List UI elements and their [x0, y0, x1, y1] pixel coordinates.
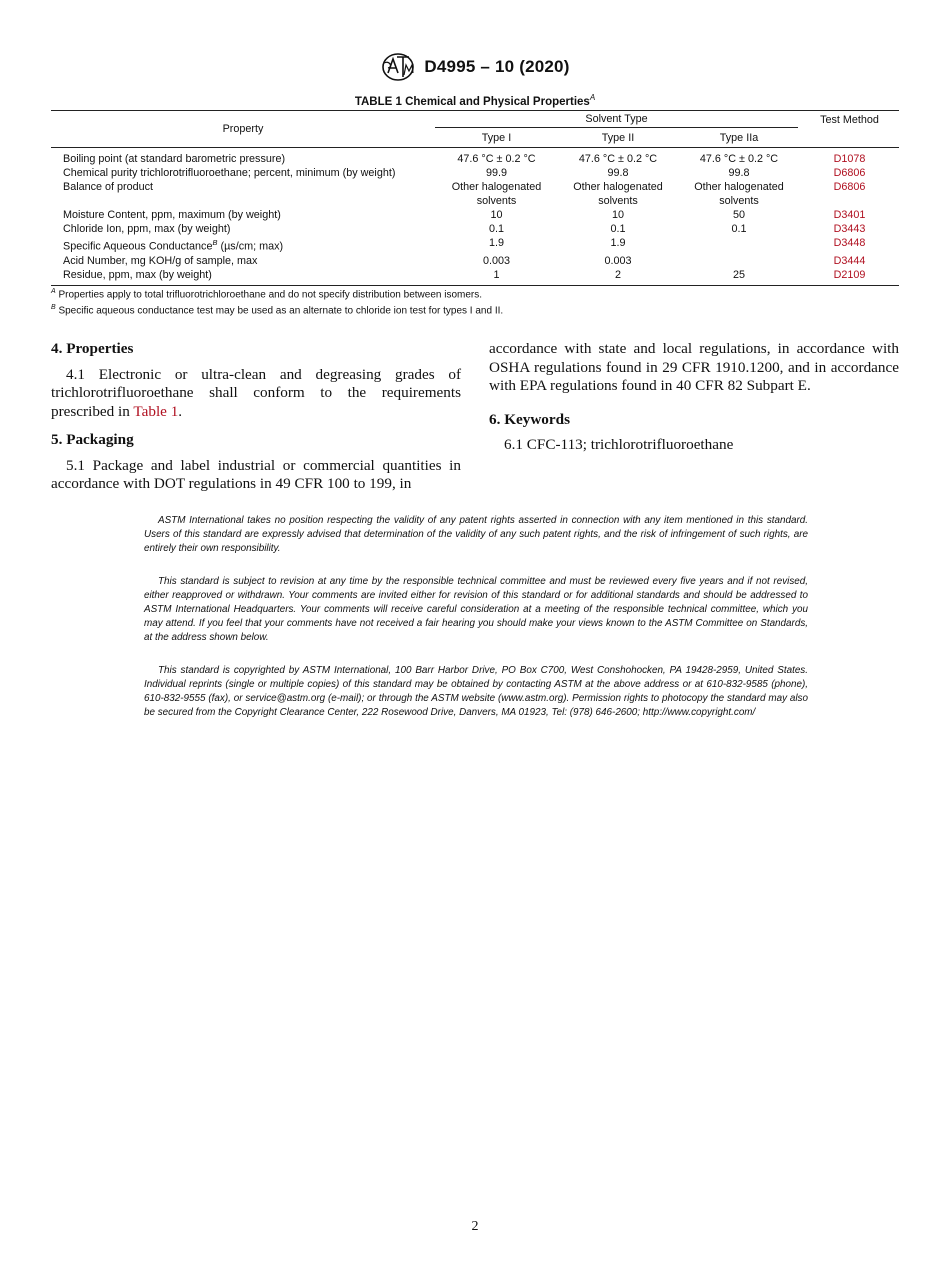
paragraph-5-1-continued: accordance with state and local regulations, in accordance with OSHA regulations found in 29 CFR 1910.1200, and in accordance with EPA regulations found in 40 CFR 82 Subpart E.	[489, 340, 899, 394]
cell-type-2	[558, 180, 678, 208]
cell-line: solvents	[476, 195, 517, 207]
cell-type-2: 99.8	[607, 167, 629, 179]
test-method-link[interactable]: D3443	[833, 223, 866, 235]
header-solvent-type-label: Solvent Type	[435, 113, 798, 128]
footnote-text: Properties apply to total trifluorotrichloroethane and do not specify distribution between isomers.	[55, 289, 483, 301]
cell-type-2a: 50	[732, 209, 745, 221]
paragraph-6-1: 6.1 CFC-113; trichlorotrifluoroethane	[504, 436, 734, 453]
cell-type-2a: 47.6 °C ± 0.2 °C	[699, 153, 779, 165]
cell-type-1: 47.6 °C ± 0.2 °C	[457, 153, 536, 165]
cell-type-1	[435, 180, 558, 208]
cell-type-1: 99.9	[485, 167, 507, 179]
table-title-text: TABLE 1 Chemical and Physical Properties	[354, 95, 590, 108]
cell-type-2: 0.1	[610, 223, 626, 235]
header-test-method: Test Method	[800, 111, 899, 148]
cell-line: Other halogenated	[451, 181, 542, 193]
properties-table	[51, 110, 899, 286]
page-number: 2	[471, 1219, 479, 1234]
test-method-link[interactable]: D3444	[833, 254, 866, 267]
cell-type-1: 0.003	[482, 254, 511, 267]
cell-type-2a	[678, 180, 800, 208]
cell-property: Residue, ppm, max (by weight)	[51, 268, 435, 286]
test-method-link[interactable]: D3448	[833, 237, 866, 249]
table-row	[51, 236, 899, 254]
disclaimer-revision: This standard is subject to revision at any time by the responsible technical committee and must be reviewed every five years and if not revised, either reapproved or withdrawn. Your comments are invited either for revision of this standard or for additional standards and should be addressed to ASTM International Headquarters. Your comments will receive careful consideration at a meeting of the responsible technical committee, which you may attend. If you feel that your comments have not received a fair hearing you should make your views known to the ASTM Committee on Standards, at the address shown below.	[144, 576, 808, 643]
footnote-mark: B	[51, 304, 56, 312]
table-row	[51, 268, 899, 286]
disclaimer-copyright: This standard is copyrighted by ASTM International, 100 Barr Harbor Drive, PO Box C700, West Conshohocken, PA 19428-2959, United States. Individual reprints (single or multiple copies) of this standard may be obtained by contacting ASTM at the above address or at 610-832-9585 (phone), 610-832-9555 (fax), or service@astm.org (e-mail); or through the ASTM website (www.astm.org). Permission rights to photocopy the standard may also be secured from the Copyright Clearance Center, 222 Rosewood Drive, Danvers, MA 01923, Tel: (978) 646-2600; http://www.copyright.com/	[144, 665, 808, 718]
section-heading-packaging: 5. Packaging	[51, 431, 134, 448]
test-method-link[interactable]: D6806	[833, 167, 866, 179]
section-heading-keywords: 6. Keywords	[489, 410, 570, 428]
cell-type-2a: 0.1	[731, 223, 747, 235]
header-type-2a: Type IIa	[678, 129, 800, 148]
footnote-a	[51, 285, 899, 301]
cell-line: solvents	[598, 195, 638, 207]
table-footnotes	[51, 285, 899, 318]
cell-type-2a: 25	[678, 268, 800, 286]
test-method-link[interactable]: D2109	[800, 268, 899, 286]
test-method-link[interactable]: D3401	[833, 209, 866, 221]
disclaimer-patent: ASTM International takes no position respecting the validity of any patent rights asserted in connection with any item mentioned in this standard. Users of this standard are expressly advised that determination of the validity of any such patent rights, and the risk of infringement of such rights, are entirely their own responsibility.	[144, 515, 808, 554]
cell-line: solvents	[719, 195, 759, 207]
footnote-text: Specific aqueous conductance test may be used as an alternate to chloride ion test for types I and II.	[55, 305, 504, 317]
table-1-link[interactable]: Table 1	[133, 402, 179, 420]
header-property: Property	[51, 111, 435, 148]
table-title-footnote-mark: A	[589, 93, 596, 102]
cell-type-1: 10	[490, 209, 503, 221]
header-type-2: Type II	[558, 129, 678, 148]
left-column	[51, 340, 461, 504]
paragraph-5-1: 5.1 Package and label industrial or commercial quantities in accordance with DOT regulations in 49 CFR 100 to 199, in	[51, 456, 461, 492]
test-method-link[interactable]: D6806	[833, 181, 866, 193]
cell-type-1: 1.9	[488, 237, 504, 249]
cell-property: Chloride Ion, ppm, max (by weight)	[63, 223, 231, 235]
cell-type-2: 47.6 °C ± 0.2 °C	[578, 153, 658, 165]
cell-line: Other halogenated	[694, 181, 784, 193]
cell-type-2: 1.9	[610, 237, 626, 249]
table-row	[51, 180, 899, 208]
cell-property: Balance of product	[63, 181, 154, 193]
document-designation: D4995 – 10 (2020)	[424, 57, 570, 76]
cell-property: Boiling point (at standard barometric pressure)	[63, 153, 286, 165]
paragraph-text: 4.1 Electronic or ultra-clean and degreasing grades of trichlorotrifluoroethane shall conform to the requirements prescribed in	[51, 365, 461, 420]
table-row	[51, 166, 899, 180]
test-method-link[interactable]: D1078	[833, 153, 866, 165]
cell-property	[51, 236, 435, 254]
paragraph-4-1	[51, 366, 461, 422]
cell-type-2: 10	[611, 209, 624, 221]
footnote-mark: A	[51, 288, 56, 295]
cell-property-text: Specific Aqueous Conductance	[63, 240, 213, 253]
cell-type-2a: 99.8	[728, 167, 750, 179]
cell-type-2: 2	[558, 268, 678, 286]
table-row	[51, 208, 899, 222]
page-header	[0, 50, 950, 84]
footnote-mark: B	[212, 238, 218, 247]
footnote-b	[51, 301, 899, 317]
cell-type-2a	[678, 236, 800, 254]
table-title	[0, 93, 950, 108]
cell-type-1: 1	[435, 268, 558, 286]
astm-logo-icon	[380, 51, 416, 83]
cell-property: Moisture Content, ppm, maximum (by weight)	[63, 209, 281, 221]
table-row	[51, 148, 899, 167]
cell-line: Other halogenated	[573, 181, 663, 193]
cell-type-2: 0.003	[604, 254, 632, 267]
cell-type-2a	[678, 254, 800, 268]
cell-property: Chemical purity trichlorotrifluoroethane; percent, minimum (by weight)	[63, 167, 396, 179]
header-type-1: Type I	[435, 129, 558, 148]
cell-property-unit: (µs/cm; max)	[217, 240, 284, 253]
cell-type-1: 0.1	[488, 223, 504, 235]
section-heading-properties: 4. Properties	[51, 340, 134, 357]
right-column	[489, 340, 899, 465]
header-solvent-type	[435, 111, 800, 130]
cell-property: Acid Number, mg KOH/g of sample, max	[63, 254, 258, 267]
paragraph-text-end: .	[178, 402, 183, 420]
legal-disclaimer	[144, 514, 808, 740]
table-row	[51, 222, 899, 236]
table-row	[51, 254, 899, 268]
